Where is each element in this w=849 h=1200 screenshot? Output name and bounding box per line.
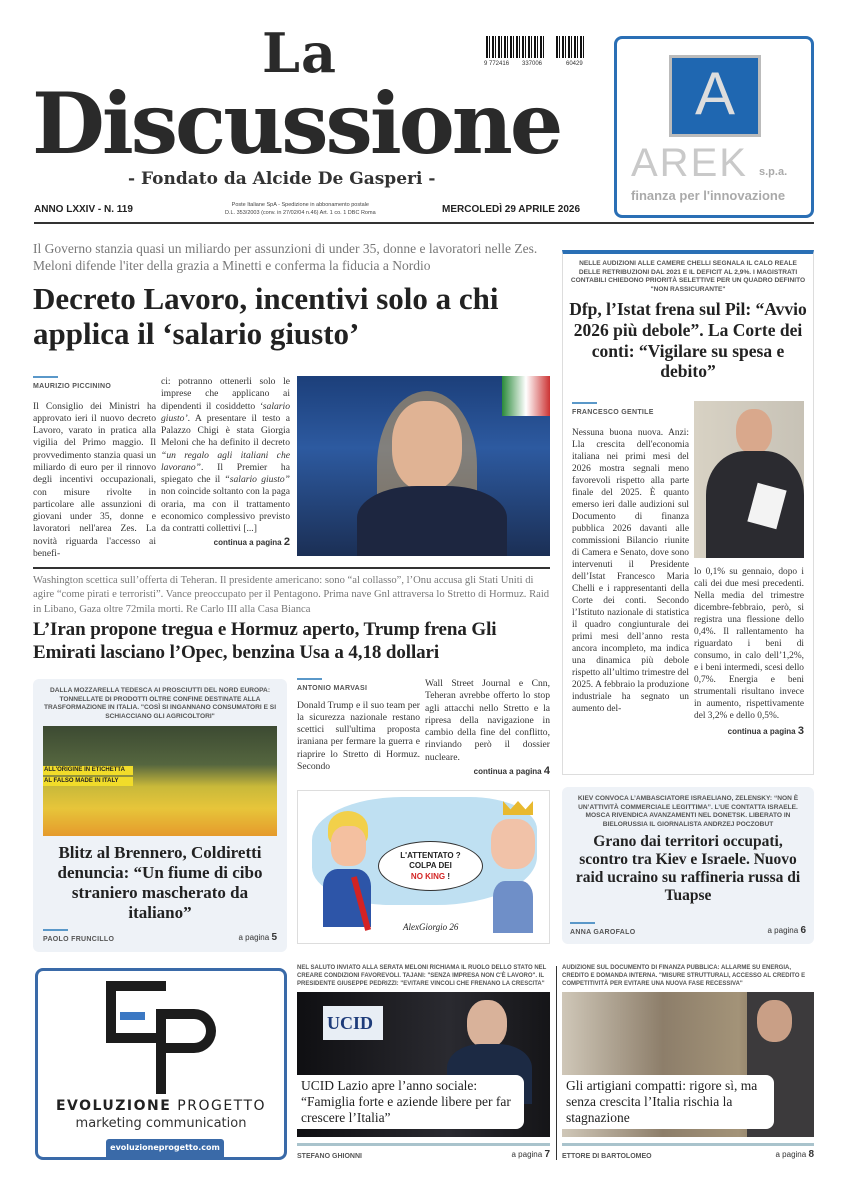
istat-column-1: Nessuna buona nuova. Anzi: Lla crescita dell'economia italiana nei primi mesi del 2026 mostra segnali meno favorevoli rispetto alla parte finale del 2025. È quanto emerso ieri dalle audizioni sul Documento di finanza pubblica 2026 davanti alle commissioni Bilancio riunite di Camera e Senato, dove sono intervenuti il Presidente dell’Istat Francesco Maria Chelli e i rappresentanti della Corte dei conti. Secondo l’Istituto nazionale di statistica il quadro congiunturale dei primi mesi dell’anno resta ancora incompleto, ma indica una dinamica più debole rispetto all’ultimo trimestre del 2025. A febbraio la produzione industriale ha segnato un aumento del-: [572, 427, 689, 715]
page-label: a pagina: [775, 1150, 807, 1159]
cartoon-signature: AlexGiorgio 26: [403, 922, 459, 932]
masthead-title: Discussione: [32, 74, 561, 173]
ad-evoluzione-progetto[interactable]: [35, 968, 287, 1160]
quote: “salario giusto”: [224, 474, 291, 486]
coldiretti-photo: [43, 726, 277, 836]
kiev-byline: ANNA GAROFALO: [570, 922, 635, 937]
lead-right-column: [161, 376, 290, 550]
arek-name: AREK: [631, 141, 748, 185]
artigiani-kicker: AUDIZIONE SUL DOCUMENTO DI FINANZA PUBBLICA: ALLARME SU ENERGIA, CREDITO E DOMANDA INTERNA. "MISURE STRUTTURALI, ACCESSO AL CREDITO E COMPETITIVITÀ PER EVITARE UNA NUOVA FASE RECESSIVA": [562, 965, 806, 987]
issue-date: MERCOLEDÌ 29 APRILE 2026: [442, 204, 581, 215]
coldiretti-kicker: DALLA MOZZARELLA TEDESCA AI PROSCIUTTI DEL NORD EUROPA: TONNELLATE DI PRODOTTI OLTRE CONFINE DESTINATE ALLA TRASFORMAZIONE IN ITALIA. "COSÌ SI INGANNANO CONSUMATORI E SI SCHIACCIANO GLI AGRICOLTORI": [43, 687, 277, 720]
continue-label: continua a pagina: [727, 727, 796, 737]
lead-headline[interactable]: Decreto Lavoro, incentivi solo a chi applica il ‘salario giusto’: [33, 280, 499, 352]
istat-header: [568, 260, 808, 382]
lead-column-2: [161, 376, 290, 535]
artigiani-footer: [562, 1149, 814, 1161]
ucid-headline[interactable]: UCID Lazio apre l’anno sociale: “Famiglia forte e aziende libere per far crescere l’Italia”: [301, 1078, 511, 1126]
page-number: 6: [800, 925, 806, 936]
coldiretti-article: [33, 679, 287, 952]
ep-tagline: marketing communication: [75, 1116, 247, 1131]
coldiretti-footer: [43, 923, 277, 944]
istat-column-2: lo 0,1% su gennaio, dopo i cali dei due mesi precedenti. Nella media del trimestre dicembre-febbraio, però, si registra una flessione dello 0,4%. Il rallentamento ha riguardato i beni di consumo, in calo dell’1,2%, e i beni intermedi, scesi dello 0,7%. Energia e beni strumentali risultano invece in aumento, rispettivamente del 3,2% e dello 0,5%.: [694, 567, 804, 722]
speech-bubble: [378, 841, 483, 891]
kiev-headline[interactable]: Grano dai territori occupati, scontro tra Kiev e Israele. Nuovo raid ucraino su raffineria russa di Tuapse: [575, 833, 801, 904]
istat-byline: FRANCESCO GENTILE: [572, 402, 689, 417]
ucid-article: [297, 965, 550, 1161]
istat-continue-link[interactable]: [694, 724, 804, 738]
istat-kicker: NELLE AUDIZIONI ALLE CAMERE CHELLI SEGNALA IL CALO REALE DELLE RETRIBUZIONI DAL 2021 E IL DEFICIT AL 2,9%. I MAGISTRATI CONTABILI CHIEDONO PRIORITÀ SELETTIVE PER UN QUADRO DEFINITO "NON RASSICURANTE": [570, 260, 806, 293]
kiev-article: [562, 787, 814, 944]
section-rule: [33, 567, 550, 569]
photo-banner: AL FALSO MADE IN ITALY: [43, 777, 133, 786]
ucid-headline-box: [297, 1075, 524, 1129]
barcode-addon-number: 60429: [566, 61, 583, 67]
istat-right-column: [694, 401, 804, 739]
page-number: 2: [283, 536, 290, 549]
lead-photo-meloni: [297, 376, 550, 556]
artigiani-photo: [562, 992, 814, 1137]
lead-continue-link[interactable]: [161, 535, 290, 549]
ucid-kicker: NEL SALUTO INVIATO ALLA SERATA MELONI RICHIAMA IL RUOLO DELLO STATO NEL CREARE CONDIZIONI FAVOREVOLI. TAJANI: "SENZA IMPRESA NON C'È LAVORO". IL PRESIDENTE GIUSEPPE PEDRIZZI: "EVITARE VINCOLI CHE FRENANO LA CRESCITA": [297, 965, 547, 987]
artigiani-article: [562, 965, 814, 1161]
barcode-addon: [556, 36, 586, 58]
ep-url[interactable]: evoluzioneprogetto.com: [106, 1139, 224, 1157]
continue-label: continua a pagina: [473, 766, 542, 776]
barcode-number: 9 772416: [484, 61, 510, 67]
page-number: 7: [544, 1149, 550, 1160]
page-number: 5: [271, 932, 277, 944]
iran-left-column: [297, 678, 420, 773]
artigiani-headline-box: [562, 1075, 774, 1129]
header-rule: [34, 222, 814, 224]
bubble-text-red: NO KING: [410, 871, 446, 881]
postal-info: [225, 202, 376, 217]
quote: “un regalo agli italiani che lavorano”: [161, 449, 290, 473]
ucid-footer: [297, 1149, 550, 1161]
ucid-byline: STEFANO GHIONNI: [297, 1152, 362, 1160]
iran-headline[interactable]: L’Iran propone tregua e Hormuz aperto, Trump frena Gli Emirati lasciano l’Opec, benzina Usa a 4,18 dollari: [33, 618, 497, 663]
lead-left-column: [33, 376, 156, 560]
photo-banner: ALL'ORIGINE IN ETICHETTA: [43, 766, 133, 775]
column-divider: [556, 966, 557, 1160]
page-number: 4: [543, 764, 550, 777]
istat-headline[interactable]: Dfp, l’Istat frena sul Pil: “Avvio 2026 più debole”. La Corte dei conti: “Vigilare su spesa e debito”: [569, 299, 807, 382]
lead-kicker: Il Governo stanzia quasi un miliardo per assunzioni di under 35, donne e lavoratori nelle Zes. Meloni difende l'iter della grazia a Minetti e conferma la fiducia a Nordio: [33, 241, 538, 273]
text: . A presentare il testo a Palazzo Chigi è stata Giorgia Meloni che ha definito il decreto: [161, 412, 290, 449]
text: . Il Premier ha spiegato che il: [161, 461, 290, 486]
arek-logo-letter: A: [694, 60, 736, 127]
continue-label: continua a pagina: [213, 538, 282, 548]
ucid-logo: UCID: [323, 1006, 383, 1040]
artigiani-page-link[interactable]: [776, 1149, 815, 1161]
coldiretti-page-link[interactable]: [239, 932, 278, 944]
kiev-kicker: KIEV CONVOCA L’AMBASCIATORE ISRAELIANO, ZELENSKY: “NON È UN’ATTIVITÀ COMMERCIALE LEGITTIMA”. L’UE CONTATTA ISRAELE. MOSCA RIVENDICA AVANZAMENTI NEL DONETSK. LIBERATO IN BIELORUSSIA IL GIORNALISTA ANDRZEJ POCZOBUT: [577, 795, 799, 828]
iran-column-1: Donald Trump e il suo team per la sicurezza nazionale restano scettici sull'ultima proposta iraniana per fermare la guerra e riaprire lo Stretto di Hormuz. Secondo: [297, 699, 420, 773]
ep-name-rest: PROGETTO: [177, 1098, 267, 1114]
quote: ‘salario giusto’: [161, 400, 290, 424]
text: non coincide soltanto con la paga oraria, ma con il trattamento economico complessivo previsto da contratti collettivi [...]: [161, 486, 290, 535]
page-number: 3: [797, 725, 804, 738]
artigiani-byline: ETTORE DI BARTOLOMEO: [562, 1152, 652, 1160]
arek-suffix: s.p.a.: [759, 166, 788, 178]
barcode: [486, 36, 546, 58]
bubble-text: L'ATTENTATO ?: [400, 851, 461, 860]
issue-number: ANNO LXXIV - N. 119: [34, 204, 133, 215]
iran-kicker: Washington scettica sull’offerta di Teheran. Il presidente americano: sono “al collasso”, l’Onu accusa gli Stati Uniti di agire “come pirati e terroristi”. Vance preoccupato per il Pentagono. Prima nave Gnl attraversa lo Stretto di Hormuz. Raid in Libano, Gaza oltre 72mila morti. Re Carlo III alla Casa Bianca: [33, 575, 550, 615]
cartoon: [297, 790, 550, 944]
lead-column-1: Il Consiglio dei Ministri ha approvato ieri il nuovo decreto Lavoro, varato in pratica alla vigilia del Primo maggio. Il provvedimento stanzia quasi un miliardo di euro per il rinnovo degli incentivi occupazionali, con misure rivolte in particolare alle assunzioni di giovani under 35, donne e lavoratori nell'area Zes. La novità riguarda l'accesso ai benefi-: [33, 400, 156, 559]
divider: [562, 1143, 814, 1146]
page-label: a pagina: [767, 926, 799, 935]
barcode-number: 337006: [522, 61, 543, 67]
divider: [297, 1143, 550, 1146]
iran-continue-link[interactable]: [425, 764, 550, 778]
istat-left-column: [572, 402, 689, 715]
artigiani-headline[interactable]: Gli artigiani compatti: rigore sì, ma senza crescita l’Italia rischia la stagnazione: [566, 1078, 758, 1126]
text: ci: potranno ottenerli solo le imprese che applicano ai dipendenti il cosiddetto: [161, 376, 290, 412]
istat-photo-chelli: [694, 401, 804, 558]
iran-header: [33, 574, 555, 664]
page-label: a pagina: [511, 1150, 543, 1159]
lead-byline: MAURIZIO PICCININO: [33, 376, 156, 391]
kiev-page-link[interactable]: [768, 925, 807, 937]
arek-tagline: finanza per l'innovazione: [631, 188, 786, 203]
masthead-founder: - Fondato da Alcide De Gasperi -: [128, 169, 436, 189]
page-number: 8: [808, 1149, 814, 1160]
ad-arek[interactable]: [614, 36, 814, 218]
iran-byline: ANTONIO MARVASI: [297, 678, 420, 693]
kiev-footer: [570, 918, 806, 937]
iran-right-column: [425, 678, 550, 778]
ucid-page-link[interactable]: [512, 1149, 551, 1161]
postal-line: D.L. 353/2003 (conv. in 27/02/04 n.46) Art. 1 co. 1 DBC Roma: [225, 209, 376, 216]
ucid-photo: [297, 992, 550, 1137]
arek-logo-icon: [669, 55, 761, 137]
masthead-title-top: La: [262, 21, 337, 85]
ep-name-bold: EVOLUZIONE: [55, 1098, 172, 1114]
bubble-text: COLPA DEI: [409, 861, 452, 871]
page-label: a pagina: [238, 933, 270, 943]
coldiretti-byline: PAOLO FRUNCILLO: [43, 929, 114, 944]
lead-header: [33, 241, 553, 352]
ep-name: [38, 1099, 284, 1114]
coldiretti-headline[interactable]: Blitz al Brennero, Coldiretti denuncia: “Un fiume di cibo straniero mascherato da italiano”: [57, 843, 263, 923]
iran-column-2: Wall Street Journal e Cnn, Teheran avrebbe offerto lo stop agli attacchi nello Stretto e la ripresa della navigazione in cambio della fine del conflitto, rinviando però il dossier nucleare.: [425, 678, 550, 763]
postal-line: Poste Italiane SpA - Spedizione in abbonamento postale: [231, 202, 369, 208]
bubble-text: !: [447, 871, 451, 881]
